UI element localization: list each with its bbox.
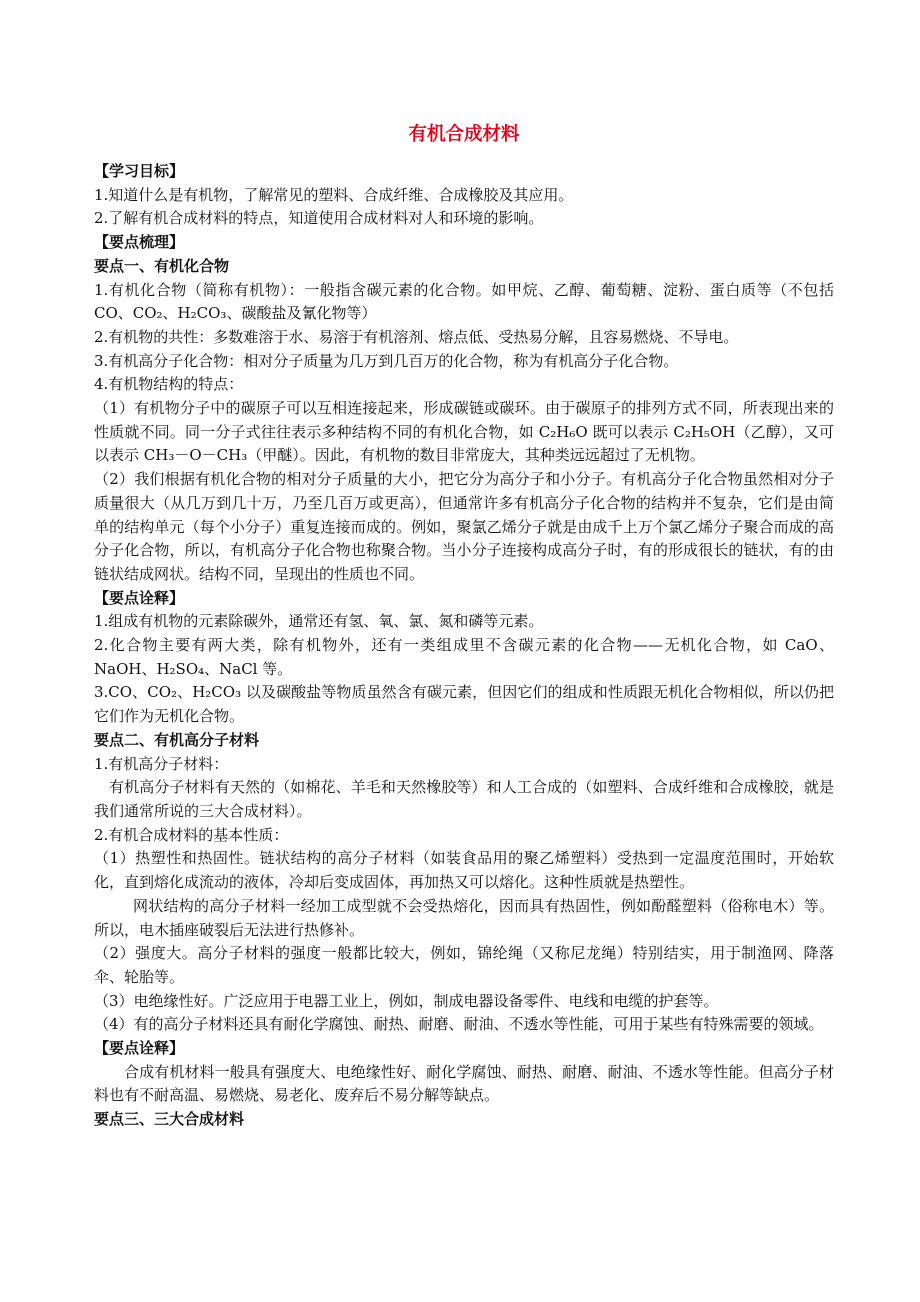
paragraph: 2.有机合成材料的基本性质： [94,825,289,844]
section-heading: 【要点诠释】 [94,588,185,607]
document-title: 有机合成材料 [408,124,520,145]
section-heading: 【要点梳理】 [94,233,185,252]
paragraph: （1）热塑性和热固性。链状结构的高分子材料（如装食品用的聚乙烯塑料）受热到一定温度范围时，开始软化，直到熔化成流动的液体，冷却后变成固体，再加热又可以熔化。这种性质就是热塑性。 [94,849,834,892]
document-page [94,120,834,1132]
section-heading: 【学习目标】 [94,162,185,180]
document-body [94,160,834,1132]
paragraph: 1.有机高分子材料： [94,754,229,773]
section-heading: 【要点诠释】 [94,1039,185,1058]
paragraph: （4）有的高分子材料还具有耐化学腐蚀、耐热、耐磨、耐油、不透水等性能，可用于某些有特殊需要的领域。 [94,1015,824,1034]
paragraph: 1.知道什么是有机物，了解常见的塑料、合成纤维、合成橡胶及其应用。 [94,185,574,204]
paragraph: 2.有机物的共性：多数难溶于水、易溶于有机溶剂、熔点低、受热易分解，且容易燃烧、不导电。 [94,327,739,346]
paragraph: 4.有机物结构的特点： [94,375,244,394]
paragraph: 3.有机高分子化合物：相对分子质量为几万到几百万的化合物，称为有机高分子化合物。 [94,351,679,370]
paragraph: 有机高分子材料有天然的（如棉花、羊毛和天然橡胶等）和人工合成的（如塑料、合成纤维和合成橡胶，就是我们通常所说的三大合成材料）。 [94,778,834,820]
section-heading: 要点二、有机高分子材料 [94,730,260,749]
paragraph: 2.化合物主要有两大类，除有机物外，还有一类组成里不含碳元素的化合物——无机化合物，如 CaO、NaOH、H₂SO₄、NaCl 等。 [94,636,834,678]
paragraph: 1.有机化合物（简称有机物）：一般指含碳元素的化合物。如甲烷、乙醇、葡萄糖、淀粉、蛋白质等（不包括 CO、CO₂、H₂CO₃、碳酸盐及氰化物等） [94,280,834,323]
paragraph: （1）有机物分子中的碳原子可以互相连接起来，形成碳链或碳环。由于碳原子的排列方式不同，所表现出来的性质就不同。同一分子式往往表示多种结构不同的有机化合物，如 C₂H₆O 既可以表示 C₂H₅OH（乙醇），又可以表示 CH₃－O－CH₃（甲醚）。因此，有机物的数目非常庞大，其种类远远超过了无机物。 [94,399,834,465]
section-heading: 要点一、有机化合物 [94,256,230,275]
paragraph: 网状结构的高分子材料一经加工成型就不会受热熔化，因而具有热固性，例如酚醛塑料（俗称电木）等。所以，电木插座破裂后无法进行热修补。 [94,896,834,939]
paragraph: 2.了解有机合成材料的特点，知道使用合成材料对人和环境的影响。 [94,209,544,228]
paragraph: 1.组成有机物的元素除碳外，通常还有氢、氧、氯、氮和磷等元素。 [94,612,544,631]
paragraph: （2）我们根据有机化合物的相对分子质量的大小，把它分为高分子和小分子。有机高分子化合物虽然相对分子质量很大（从几万到几十万，乃至几百万或更高），但通常许多有机高分子化合物的结构并不复杂，它们是由简单的结构单元（每个小分子）重复连接而成的。例如，聚氯乙烯分子就是由成千上万个氯乙烯分子聚合而成的高分子化合物，所以，有机高分子化合物也称聚合物。当小分子连接构成高分子时，有的形成很长的链状，有的由链状结成网状。结构不同，呈现出的性质也不同。 [94,470,834,583]
paragraph: （2）强度大。高分子材料的强度一般都比较大，例如，锦纶绳（又称尼龙绳）特别结实，用于制渔网、降落伞、轮胎等。 [94,944,834,986]
paragraph: 合成有机材料一般具有强度大、电绝缘性好、耐化学腐蚀、耐热、耐磨、耐油、不透水等性能。但高分子材料也有不耐高温、易燃烧、易老化、废弃后不易分解等缺点。 [94,1062,834,1105]
paragraph: （3）电绝缘性好。广泛应用于电器工业上，例如，制成电器设备零件、电线和电缆的护套等。 [94,991,719,1010]
paragraph: 3.CO、CO₂、H₂CO₃ 以及碳酸盐等物质虽然含有碳元素，但因它们的组成和性质跟无机化合物相似，所以仍把它们作为无机化合物。 [94,683,834,726]
section-heading: 要点三、三大合成材料 [94,1110,245,1129]
